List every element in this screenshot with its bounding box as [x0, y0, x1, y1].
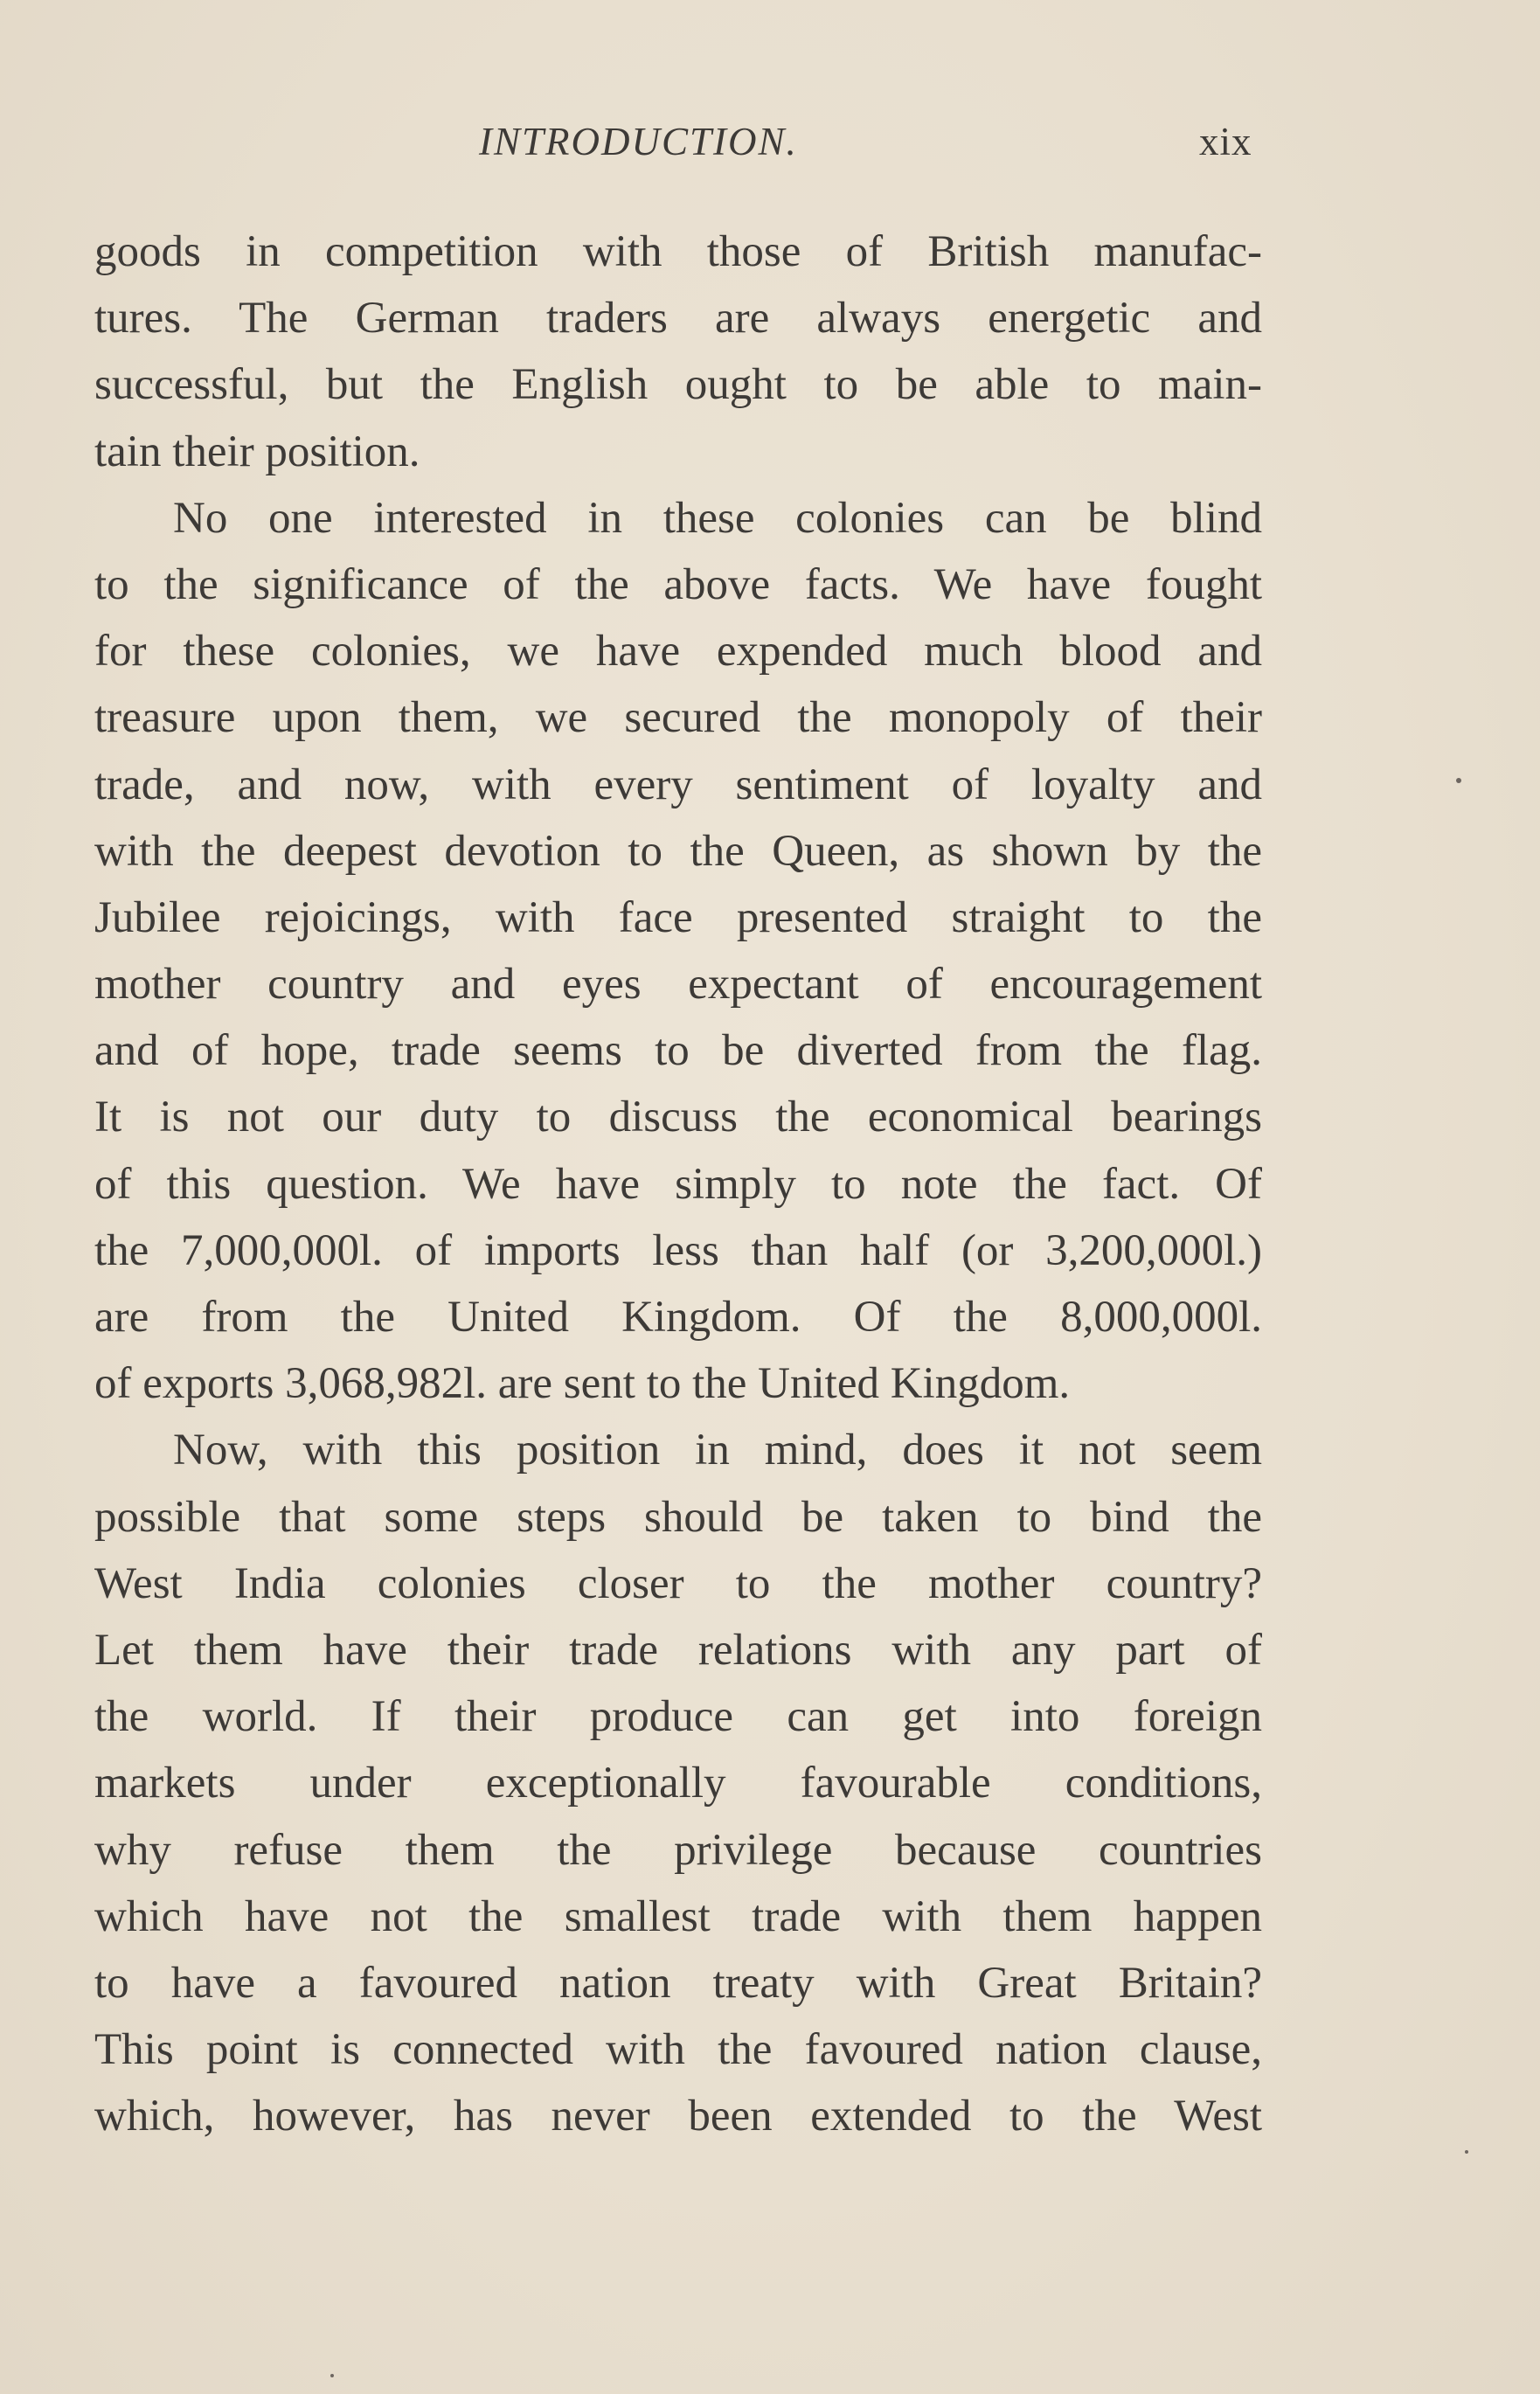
text-line: the world. If their produce can get into foreign — [94, 1692, 1262, 1742]
text-line: to the significance of the above facts. We have fought — [94, 559, 1262, 609]
text-line: Now, with this position in mind, does it not seem — [173, 1426, 1262, 1475]
text-line: treasure upon them, we secured the monopoly of their — [94, 693, 1262, 743]
text-line: why refuse them the privilege because countries — [94, 1825, 1262, 1875]
text-line: markets under exceptionally favourable conditions, — [94, 1759, 1262, 1808]
paper-speck — [1465, 2150, 1468, 2154]
text-line: with the deepest devotion to the Queen, as shown by the — [94, 826, 1262, 876]
text-line: mother country and eyes expectant of encouragement — [94, 960, 1262, 1010]
page-number: xix — [1199, 120, 1252, 163]
text-line: It is not our duty to discuss the economical bearings — [94, 1093, 1262, 1142]
text-line: tures. The German traders are always energetic and — [94, 294, 1262, 343]
paper-speck — [330, 2374, 334, 2377]
text-line: No one interested in these colonies can be blind — [173, 493, 1262, 543]
running-title: INTRODUCTION. — [479, 120, 798, 163]
text-line: which, however, has never been extended to the West — [94, 2092, 1262, 2141]
text-line: of this question. We have simply to note the fact. Of — [94, 1159, 1262, 1209]
text-line: This point is connected with the favoured nation clause, — [94, 2025, 1262, 2075]
text-line: successful, but the English ought to be able to main- — [94, 360, 1262, 410]
text-line: of exports 3,068,982l. are sent to the United Kingdom. — [94, 1359, 1071, 1409]
text-line: the 7,000,000l. of imports less than half (or 3,200,000l.) — [94, 1225, 1262, 1275]
text-line: trade, and now, with every sentiment of loyalty and — [94, 760, 1262, 809]
text-line: tain their position. — [94, 427, 420, 476]
text-line: for these colonies, we have expended much blood and — [94, 627, 1262, 677]
body-text — [94, 219, 1262, 2149]
text-line: goods in competition with those of British manufac- — [94, 227, 1262, 276]
paper-speck — [1456, 778, 1461, 783]
text-line: are from the United Kingdom. Of the 8,000,000l. — [94, 1293, 1262, 1342]
text-line: which have not the smallest trade with them happen — [94, 1891, 1262, 1941]
text-line: West India colonies closer to the mother country? — [94, 1558, 1262, 1608]
text-line: possible that some steps should be taken to bind the — [94, 1492, 1262, 1542]
running-head — [0, 119, 1540, 171]
text-line: to have a favoured nation treaty with Great Britain? — [94, 1958, 1262, 2008]
text-line: and of hope, trade seems to be diverted from the flag. — [94, 1026, 1262, 1076]
text-line: Jubilee rejoicings, with face presented straight to the — [94, 892, 1262, 942]
text-line: Let them have their trade relations with any part of — [94, 1625, 1262, 1675]
